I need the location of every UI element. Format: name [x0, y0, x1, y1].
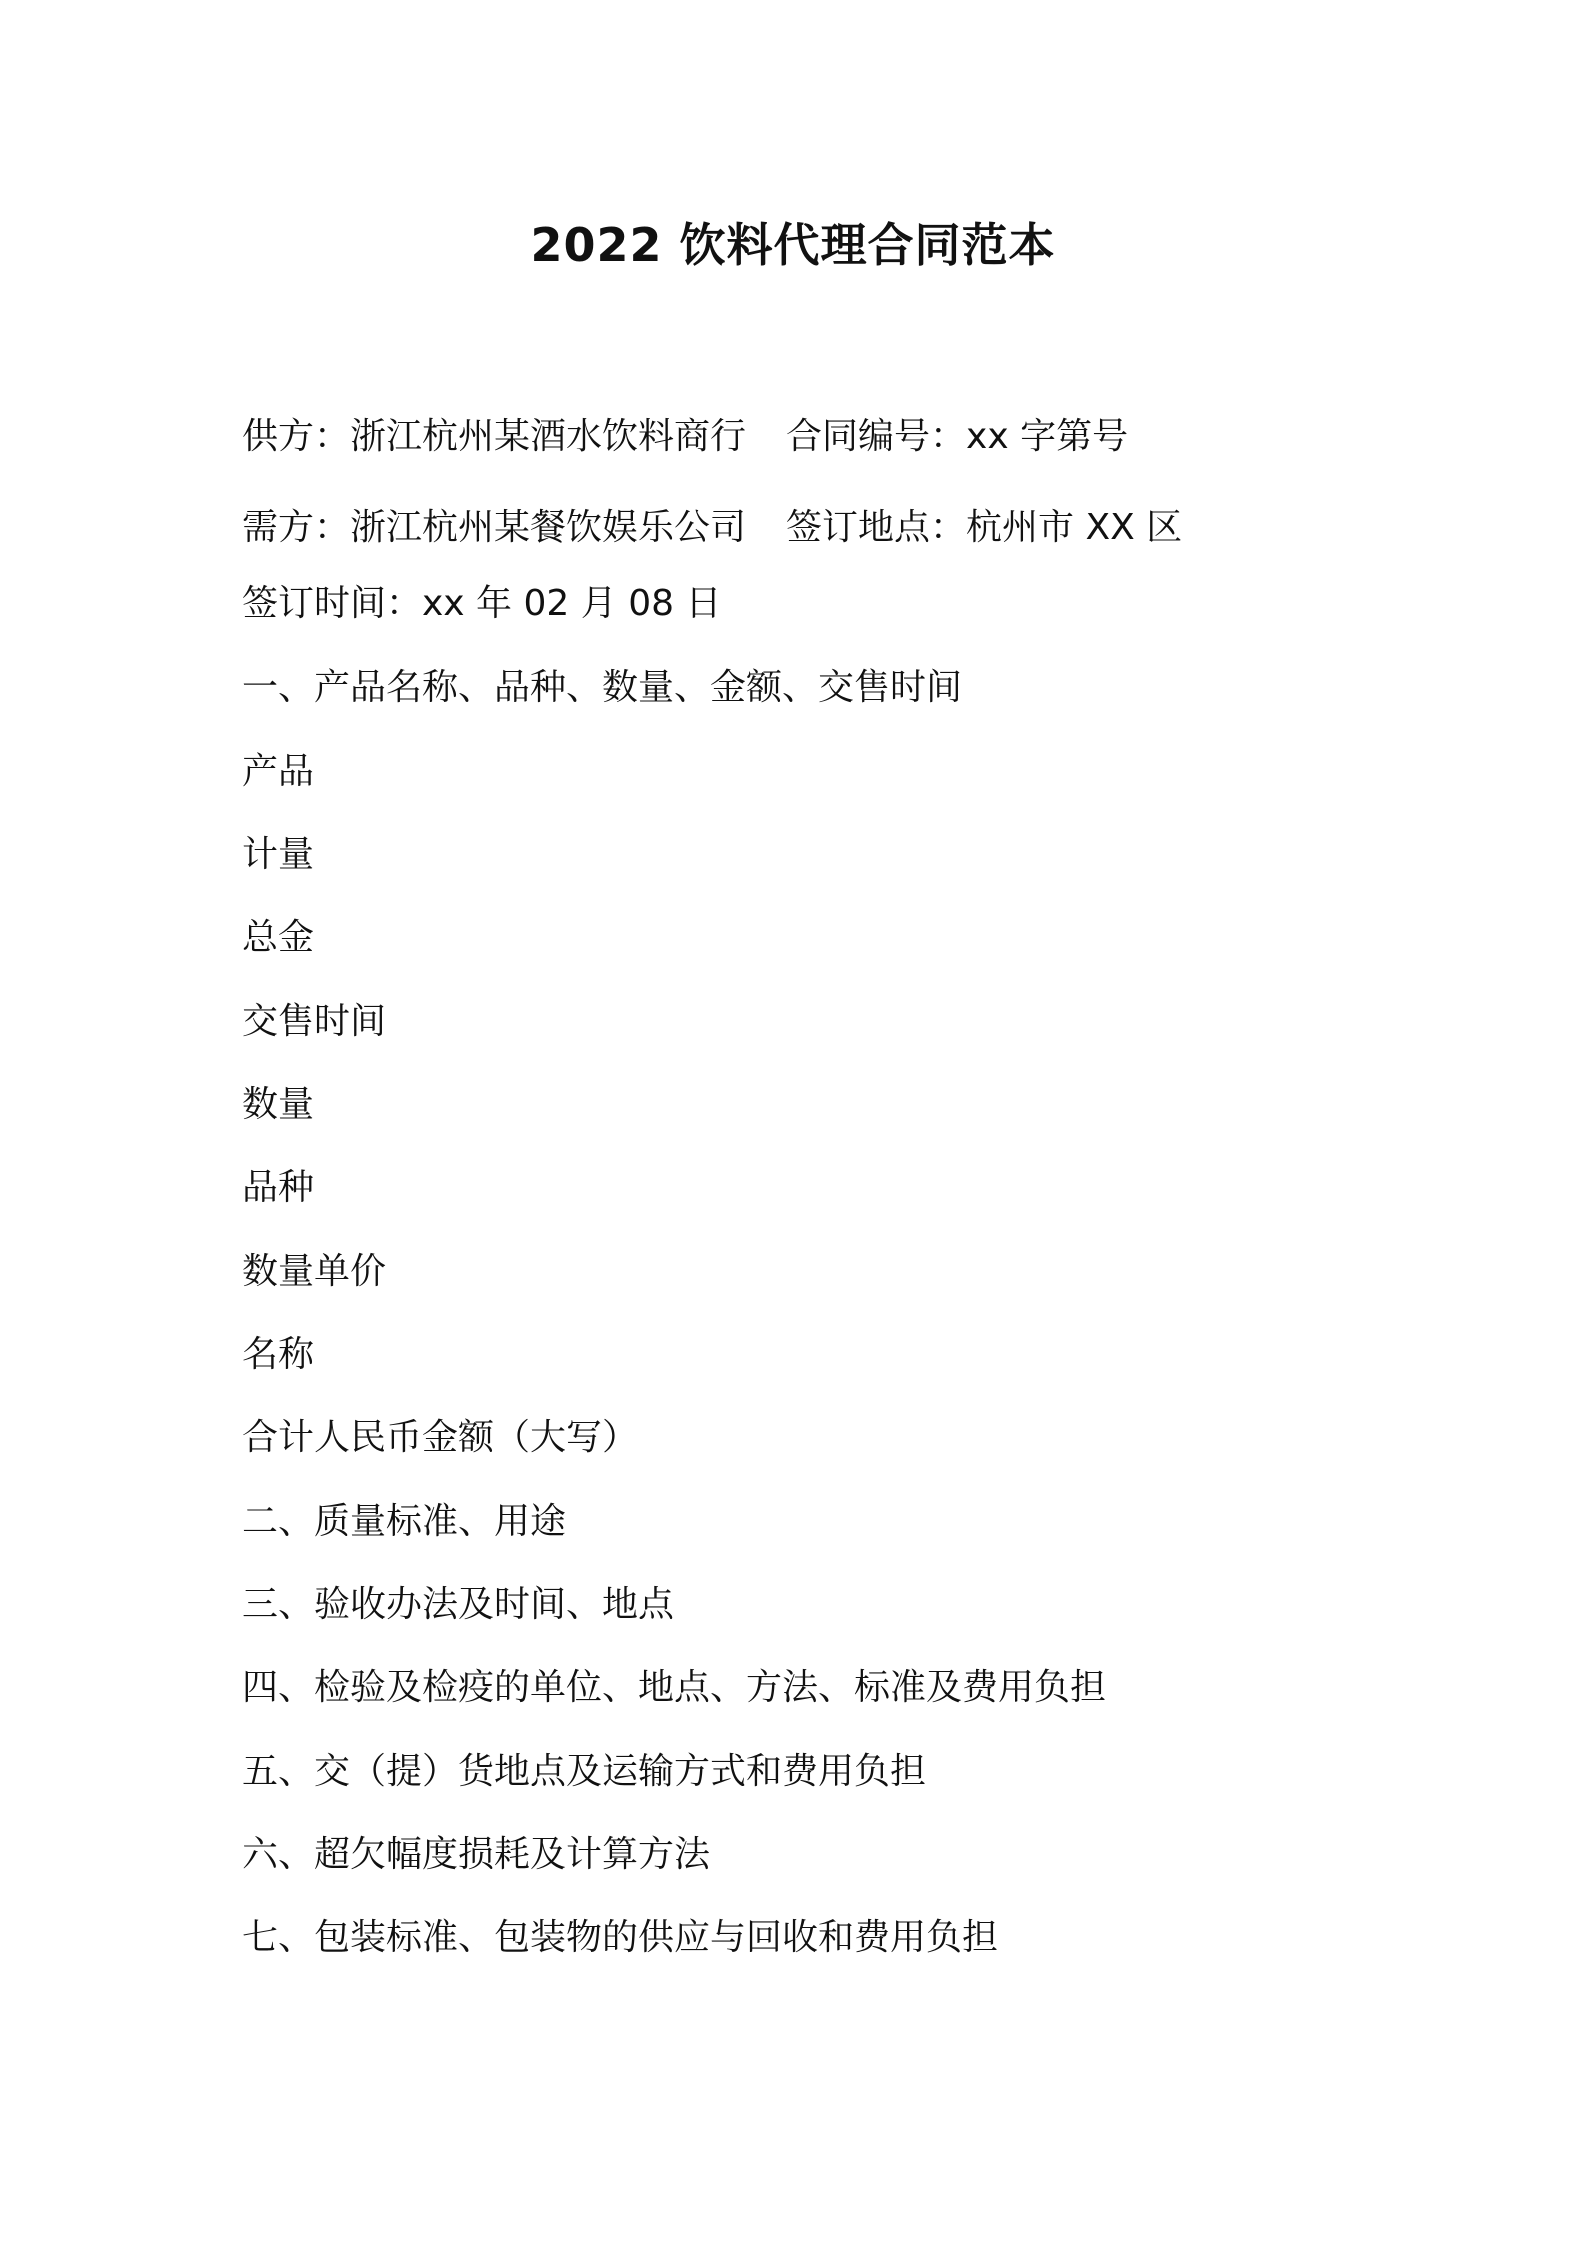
section-4-heading: 四、检验及检疫的单位、地点、方法、标准及费用负担 — [242, 1667, 1107, 1708]
section-3-heading: 三、验收办法及时间、地点 — [242, 1584, 675, 1625]
item-name: 名称 — [242, 1334, 315, 1375]
section-2-heading: 二、质量标准、用途 — [242, 1501, 567, 1542]
item-product: 产品 — [242, 751, 315, 792]
item-delivery-time: 交售时间 — [242, 1001, 387, 1042]
section-5-heading: 五、交（提）货地点及运输方式和费用负担 — [242, 1751, 927, 1792]
item-measure: 计量 — [242, 834, 315, 875]
supplier-row — [242, 413, 1128, 461]
item-unit-price: 数量单价 — [242, 1251, 387, 1292]
section-1-heading: 一、产品名称、品种、数量、金额、交售时间 — [242, 667, 963, 708]
item-total-rmb: 合计人民币金额（大写） — [242, 1417, 639, 1458]
buyer-text: 需方：浙江杭州某餐饮娱乐公司 — [242, 507, 747, 548]
item-total-amount: 总金 — [242, 917, 315, 958]
document-title: 2022 饮料代理合同范本 — [530, 218, 1056, 272]
section-6-heading: 六、超欠幅度损耗及计算方法 — [242, 1834, 711, 1875]
section-7-heading: 七、包装标准、包装物的供应与回收和费用负担 — [242, 1917, 999, 1958]
contract-number-text: 合同编号：xx 字第号 — [786, 416, 1129, 457]
item-quantity: 数量 — [242, 1084, 315, 1125]
buyer-row — [242, 504, 1182, 552]
sign-time-line: 签订时间：xx 年 02 月 08 日 — [242, 583, 722, 624]
sign-place-text: 签订地点：杭州市 XX 区 — [786, 507, 1183, 548]
supplier-text: 供方：浙江杭州某酒水饮料商行 — [242, 416, 747, 457]
item-variety: 品种 — [242, 1167, 315, 1208]
